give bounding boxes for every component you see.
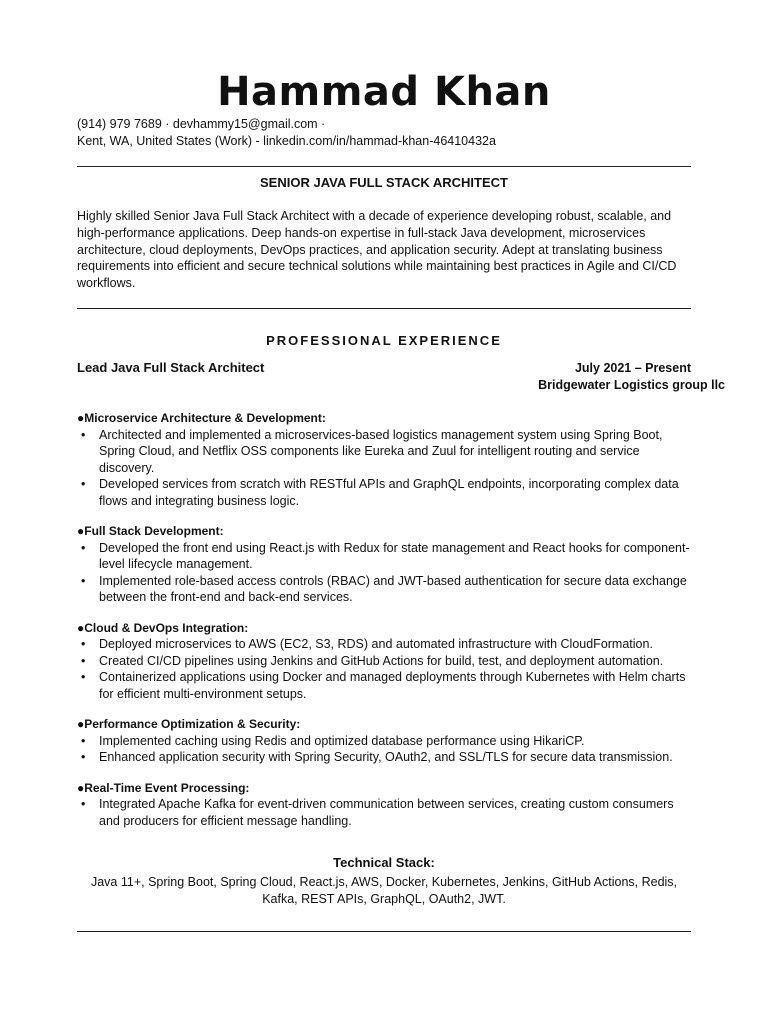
summary-paragraph: Highly skilled Senior Java Full Stack Architect with a decade of experience developing robust, scalable, and high-performance applications. Deep hands-on expertise in full-stack Java development, microservices architecture, cloud deployments, DevOps practices, and application security. Adept at translating business requirements into efficient and secure technical solutions while maintaining best practices in Agile and CI/CD workflows. <box>77 209 677 291</box>
bullet-item: • Developed services from scratch with RESTful APIs and GraphQL endpoints, incorporating complex data flows and integrating business logic. <box>77 476 693 509</box>
tech-stack-title: Technical Stack: <box>333 855 435 870</box>
experience-groups <box>77 410 693 843</box>
group-heading: ●Performance Optimization & Security: <box>77 717 301 731</box>
bullet-list <box>77 796 693 829</box>
job-company: Bridgewater Logistics group llc <box>538 378 725 392</box>
divider <box>77 931 691 932</box>
headline: SENIOR JAVA FULL STACK ARCHITECT <box>260 175 508 190</box>
bullet-item: • Implemented role-based access controls (RBAC) and JWT-based authentication for secure data exchange between the front-end and back-end services. <box>77 573 693 606</box>
job-dates: July 2021 – Present <box>574 361 691 375</box>
bullet-item: • Integrated Apache Kafka for event-driven communication between services, creating custom consumers and producers for efficient message handling. <box>77 796 693 829</box>
divider <box>77 308 691 309</box>
bullet-list <box>77 733 693 766</box>
bullet-item: • Enhanced application security with Spring Security, OAuth2, and SSL/TLS for secure data transmission. <box>77 749 693 766</box>
group-heading: ●Real-Time Event Processing: <box>77 780 250 795</box>
candidate-name: Hammad Khan <box>217 69 551 115</box>
bullet-item: • Developed the front end using React.js with Redux for state management and React hooks for component-level lifecycle management. <box>77 540 693 573</box>
bullet-list <box>77 636 693 702</box>
bullet-list <box>77 427 693 510</box>
experience-section-title: PROFESSIONAL EXPERIENCE <box>266 333 502 348</box>
experience-group <box>77 780 693 830</box>
contact-line-phone-email: (914) 979 7689 · devhammy15@gmail.com · <box>77 117 326 131</box>
contact-line-location-linkedin: Kent, WA, United States (Work) - linkedin.com/in/hammad-khan-46410432a <box>77 134 496 148</box>
divider <box>77 166 691 167</box>
bullet-item: • Deployed microservices to AWS (EC2, S3, RDS) and automated infrastructure with CloudFormation. <box>77 636 693 653</box>
contact-info <box>77 116 496 150</box>
bullet-list <box>77 540 693 606</box>
group-heading: ●Microservice Architecture & Development: <box>77 411 326 425</box>
tech-stack-list: Java 11+, Spring Boot, Spring Cloud, React.js, AWS, Docker, Kubernetes, Jenkins, GitHub Actions, Redis, Kafka, REST APIs, GraphQL, OAuth2, JWT. <box>90 875 678 906</box>
experience-group <box>77 716 693 766</box>
bullet-item: • Architected and implemented a microservices-based logistics management system using Spring Boot, Spring Cloud, and Netflix OSS components like Eureka and Zuul for intelligent routing and service discovery. <box>77 427 693 477</box>
bullet-item: • Containerized applications using Docker and managed deployments through Kubernetes with Helm charts for efficient multi-environment setups. <box>77 669 693 702</box>
group-heading: ●Cloud & DevOps Integration: <box>77 620 249 635</box>
experience-group <box>77 523 693 606</box>
bullet-item: • Implemented caching using Redis and optimized database performance using HikariCP. <box>77 733 693 750</box>
experience-group <box>77 620 693 703</box>
group-heading: ●Full Stack Development: <box>77 524 224 538</box>
experience-group <box>77 410 693 509</box>
job-title: Lead Java Full Stack Architect <box>77 360 265 375</box>
bullet-item: • Created CI/CD pipelines using Jenkins and GitHub Actions for build, test, and deployment automation. <box>77 653 693 670</box>
